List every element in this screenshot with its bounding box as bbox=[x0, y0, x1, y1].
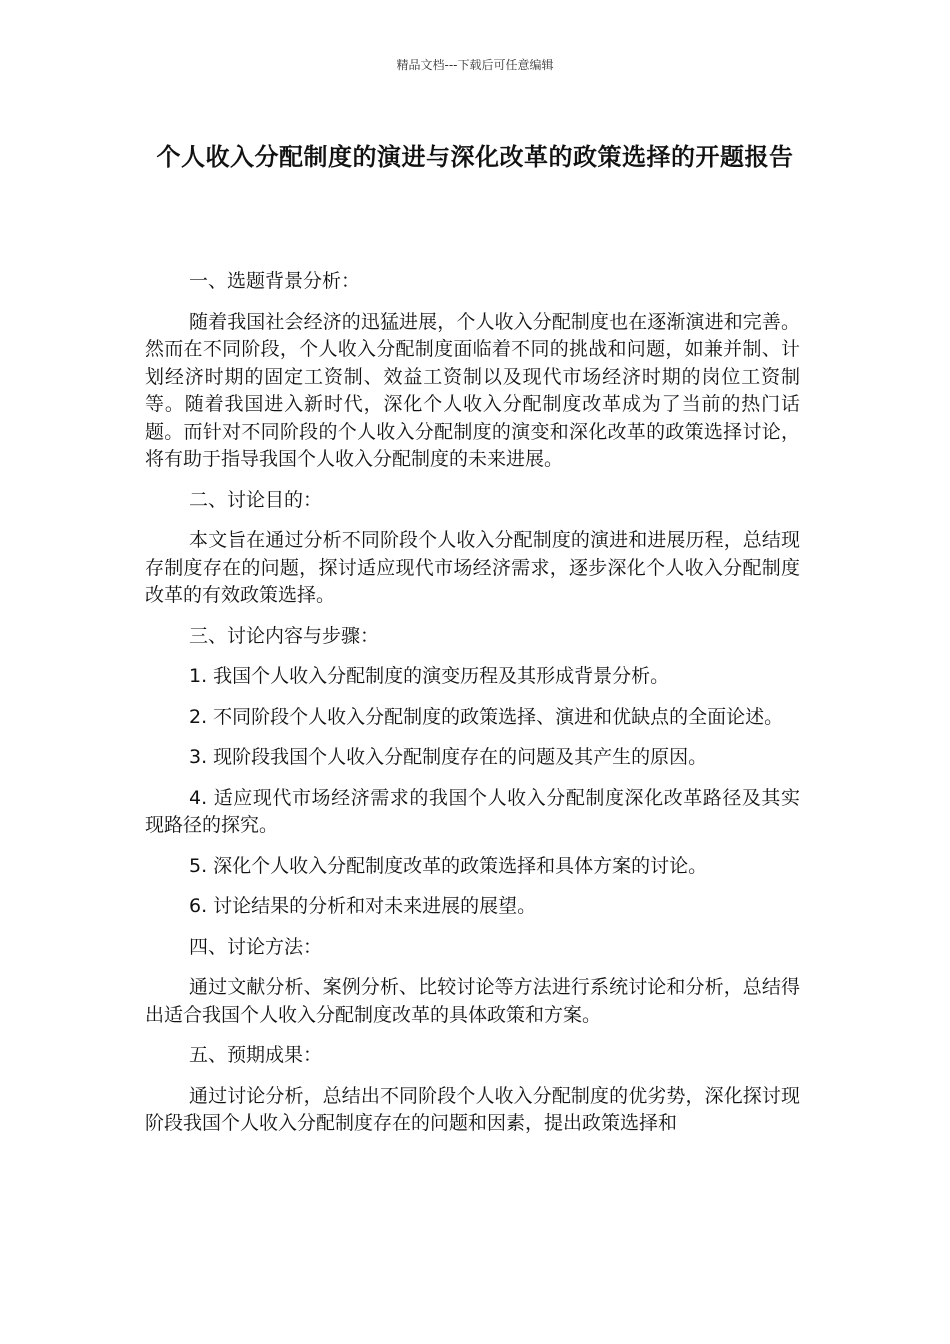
section-heading-results: 五、预期成果： bbox=[189, 1044, 323, 1066]
document-body bbox=[145, 268, 800, 1151]
list-item-2: 2. 不同阶段个人收入分配制度的政策选择、演进和优缺点的全面论述。 bbox=[189, 705, 784, 728]
section-heading-content: 三、讨论内容与步骤： bbox=[189, 624, 380, 647]
page-header: 精品文档---下载后可任意编辑 bbox=[396, 58, 554, 72]
paragraph-purpose: 本文旨在通过分析不同阶段个人收入分配制度的演进和进展历程，总结现存制度存在的问题，探讨适应现代市场经济需求，逐步深化个人收入分配制度改革的有效政策选择。 bbox=[145, 529, 800, 606]
paragraph-method: 通过文献分析、案例分析、比较讨论等方法进行系统讨论和分析，总结得出适合我国个人收入分配制度改革的具体政策和方案。 bbox=[145, 976, 800, 1026]
list-item-5: 5. 深化个人收入分配制度改革的政策选择和具体方案的讨论。 bbox=[189, 854, 708, 877]
list-item-4: 4. 适应现代市场经济需求的我国个人收入分配制度深化改革路径及其实现路径的探究。 bbox=[145, 786, 800, 836]
list-item-1: 1. 我国个人收入分配制度的演变历程及其形成背景分析。 bbox=[189, 665, 670, 687]
section-heading-purpose: 二、讨论目的： bbox=[189, 488, 323, 511]
list-item-3: 3. 现阶段我国个人收入分配制度存在的问题及其产生的原因。 bbox=[189, 746, 708, 768]
document-title: 个人收入分配制度的演进与深化改革的政策选择的开题报告 bbox=[156, 143, 794, 171]
section-heading-method: 四、讨论方法： bbox=[189, 935, 323, 958]
paragraph-background: 随着我国社会经济的迅猛进展，个人收入分配制度也在逐渐演进和完善。然而在不同阶段，个人收入分配制度面临着不同的挑战和问题，如兼并制、计划经济时期的固定工资制、效益工资制以及现代市场经济时期的岗位工资制等。随着我国进入新时代，深化个人收入分配制度改革成为了当前的热门话题。而针对不同阶段的个人收入分配制度的演变和深化改革的政策选择讨论，将有助于指导我国个人收入分配制度的未来进展。 bbox=[145, 310, 800, 470]
list-item-6: 6. 讨论结果的分析和对未来进展的展望。 bbox=[189, 895, 537, 917]
paragraph-results: 通过讨论分析，总结出不同阶段个人收入分配制度的优劣势，深化探讨现阶段我国个人收入分配制度存在的问题和因素，提出政策选择和 bbox=[145, 1084, 800, 1134]
section-heading-background: 一、选题背景分析： bbox=[189, 270, 361, 292]
